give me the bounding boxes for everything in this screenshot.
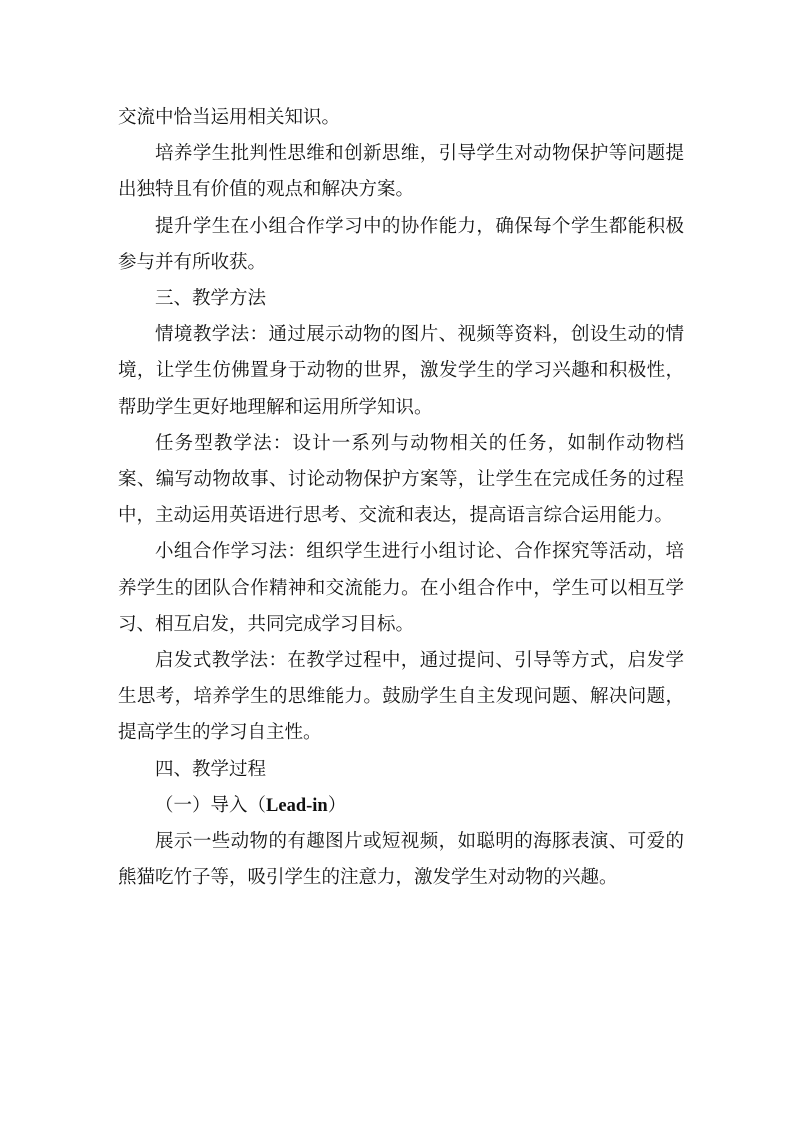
subheading-lead-in xyxy=(118,788,684,824)
section-heading-teaching-methods: 三、教学方法 xyxy=(155,288,267,310)
paragraph-task-based-method: 任务型教学法：设计一系列与动物相关的任务，如制作动物档案、编写动物故事、讨论动物保护方案等，让学生在完成任务的过程中，主动运用英语进行思考、交流和表达，提高语言综合运用能力。 xyxy=(118,432,684,527)
subheading-suffix: ） xyxy=(327,794,347,816)
paragraph-situational-method: 情境教学法：通过展示动物的图片、视频等资料，创设生动的情境，让学生仿佛置身于动物的世界，激发学生的学习兴趣和积极性，帮助学生更好地理解和运用所学知识。 xyxy=(118,324,684,418)
paragraph-group-cooperation-method: 小组合作学习法：组织学生进行小组讨论、合作探究等活动，培养学生的团队合作精神和交流能力。在小组合作中，学生可以相互学习、相互启发，共同完成学习目标。 xyxy=(118,541,684,635)
paragraph-heuristic-method: 启发式教学法：在教学过程中，通过提问、引导等方式，启发学生思考，培养学生的思维能力。鼓励学生自主发现问题、解决问题，提高学生的学习自主性。 xyxy=(118,650,684,744)
subheading-latin: Lead-in xyxy=(266,795,328,816)
document-body xyxy=(118,100,684,896)
subheading-prefix: （一）导入（ xyxy=(155,794,267,816)
paragraph-lead-in-description: 展示一些动物的有趣图片或短视频，如聪明的海豚表演、可爱的熊猫吃竹子等，吸引学生的注意力，激发学生对动物的兴趣。 xyxy=(118,831,684,889)
paragraph-continuation: 交流中恰当运用相关知识。 xyxy=(118,107,341,128)
paragraph-critical-thinking: 培养学生批判性思维和创新思维，引导学生对动物保护等问题提出独特且有价值的观点和解决方案。 xyxy=(118,143,684,201)
section-heading-teaching-process: 四、教学过程 xyxy=(155,758,267,780)
paragraph-collaboration: 提升学生在小组合作学习中的协作能力，确保每个学生都能积极参与并有所收获。 xyxy=(118,215,684,273)
